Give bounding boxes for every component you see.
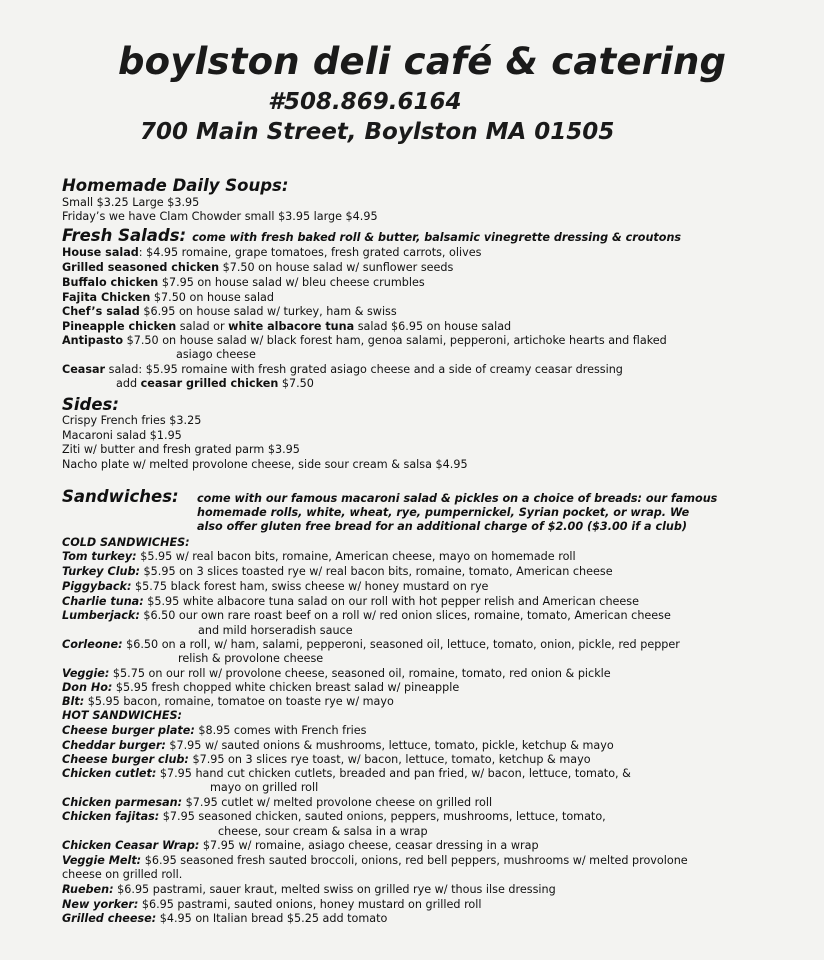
item-name: Fajita Chicken [62, 291, 151, 304]
item-name: Pineapple chicken [62, 320, 177, 333]
street-address: 700 Main Street, Boylston MA 01505 [140, 119, 615, 145]
menu-item [62, 681, 459, 695]
item-desc: $6.50 on a roll, w/ ham, salami, pepperoni, seasoned oil, lettuce, tomato, onion, pickle, red pepper [122, 638, 680, 651]
menu-item [62, 898, 481, 912]
item-name: Corleone: [62, 638, 123, 651]
item-desc: $7.50 on house salad w/ black forest ham, genoa salami, pepperoni, artichoke hearts and flaked [123, 334, 667, 347]
phone-number: #508.869.6164 [268, 89, 462, 115]
item-desc: $5.95 fresh chopped white chicken breast salad w/ pineapple [112, 681, 460, 694]
side-item: Macaroni salad $1.95 [62, 429, 182, 442]
menu-item [62, 883, 556, 897]
item-continuation: and mild horseradish sauce [198, 624, 353, 637]
item-desc: $6.95 on house salad w/ turkey, ham & swiss [139, 305, 397, 318]
menu-item [62, 261, 453, 275]
salads-title: Fresh Salads: [62, 226, 187, 245]
sandwiches-note: also offer gluten free bread for an additional charge of $2.00 ($3.00 if a club) [197, 520, 688, 533]
menu-item [62, 276, 425, 290]
menu-item [62, 753, 591, 767]
cold-sandwiches-heading: COLD SANDWICHES: [62, 536, 190, 549]
item-name: Ceasar [62, 363, 106, 376]
item-desc: $6.95 pastrami, sauer kraut, melted swiss on grilled rye w/ thous ilse dressing [113, 883, 556, 896]
salads-note: come with fresh baked roll & butter, balsamic vinegrette dressing & croutons [192, 231, 682, 244]
item-name: Buffalo chicken [62, 276, 159, 289]
item-name: Veggie Melt: [62, 854, 142, 867]
restaurant-title: boylston deli café & catering [118, 40, 727, 83]
item-desc: $5.75 on our roll w/ provolone cheese, seasoned oil, romaine, tomato, red onion & pickle [109, 667, 611, 680]
item-desc: $7.50 on house salad w/ sunflower seeds [219, 261, 454, 274]
item-desc: $6.95 seasoned fresh sauted broccoli, onions, red bell peppers, mushrooms w/ melted provolone [141, 854, 688, 867]
item-name: Grilled cheese: [62, 912, 157, 925]
item-desc: $5.75 black forest ham, swiss cheese w/ honey mustard on rye [131, 580, 489, 593]
salads-heading [62, 226, 681, 245]
soup-price-line: Small $3.25 Large $3.95 [62, 196, 200, 209]
sandwiches-note: homemade rolls, white, wheat, rye, pumpernickel, Syrian pocket, or wrap. We [197, 506, 690, 519]
menu-item [62, 667, 611, 681]
item-name: Rueben: [62, 883, 114, 896]
item-desc: $6.95 pastrami, sauted onions, honey mustard on grilled roll [138, 898, 482, 911]
side-item: Ziti w/ butter and fresh grated parm $3.95 [62, 443, 300, 456]
menu-item [62, 363, 623, 377]
item-name: Grilled seasoned chicken [62, 261, 220, 274]
item-desc: salad $6.95 on house salad [354, 320, 512, 333]
menu-item [62, 810, 606, 824]
item-desc: salad: $5.95 romaine with fresh grated asiago cheese and a side of creamy ceasar dressing [105, 363, 623, 376]
menu-item [62, 912, 387, 926]
item-desc: $5.95 bacon, romaine, tomatoe on toaste rye w/ mayo [84, 695, 394, 708]
menu-item [62, 246, 481, 260]
menu-item [62, 695, 394, 709]
menu-item [62, 580, 488, 594]
menu-item [62, 767, 631, 781]
item-name: Cheddar burger: [62, 739, 166, 752]
item-desc: $5.95 white albacore tuna salad on our roll with hot pepper relish and American cheese [143, 595, 640, 608]
item-name: Veggie: [62, 667, 110, 680]
item-desc: $7.95 seasoned chicken, sauted onions, peppers, mushrooms, lettuce, tomato, [159, 810, 606, 823]
menu-item [62, 796, 492, 810]
item-desc: $6.50 our own rare roast beef on a roll w/ red onion slices, romaine, tomato, American cheese [139, 609, 671, 622]
item-desc: $5.95 w/ real bacon bits, romaine, American cheese, mayo on homemade roll [136, 550, 576, 563]
menu-item [62, 724, 367, 738]
item-name: Don Ho: [62, 681, 113, 694]
item-name: House salad [62, 246, 139, 259]
item-name: Chicken parmesan: [62, 796, 183, 809]
chowder-line: Friday’s we have Clam Chowder small $3.95 large $4.95 [62, 210, 378, 223]
sides-heading: Sides: [62, 395, 119, 414]
menu-item [62, 854, 688, 868]
menu-item [62, 305, 397, 319]
item-desc: $7.95 on 3 slices rye toast, w/ bacon, lettuce, tomato, ketchup & mayo [188, 753, 591, 766]
item-desc: $7.50 [278, 377, 314, 390]
item-name: Chicken cutlet: [62, 767, 157, 780]
item-desc: $7.50 on house salad [150, 291, 275, 304]
menu-item [62, 739, 614, 753]
menu-item [116, 377, 314, 391]
menu-item [62, 334, 667, 348]
item-desc: add [116, 377, 141, 390]
menu-item [62, 291, 274, 305]
item-name: Cheese burger club: [62, 753, 189, 766]
menu-item [62, 595, 639, 609]
item-name: Piggyback: [62, 580, 132, 593]
sandwiches-note: come with our famous macaroni salad & pickles on a choice of breads: our famous [197, 492, 718, 505]
soups-heading: Homemade Daily Soups: [62, 176, 289, 195]
item-desc: $7.95 w/ romaine, asiago cheese, ceasar dressing in a wrap [199, 839, 539, 852]
item-continuation: cheese on grilled roll. [62, 868, 183, 881]
item-continuation: mayo on grilled roll [210, 781, 319, 794]
item-desc: $7.95 cutlet w/ melted provolone cheese on grilled roll [182, 796, 493, 809]
item-name: New yorker: [62, 898, 139, 911]
menu-item [62, 609, 671, 623]
item-name: Cheese burger plate: [62, 724, 195, 737]
menu-item [62, 638, 680, 652]
menu-item [62, 565, 613, 579]
menu-item [62, 839, 539, 853]
side-item: Crispy French fries $3.25 [62, 414, 202, 427]
item-desc: $7.95 on house salad w/ bleu cheese crumbles [158, 276, 425, 289]
item-desc: $8.95 comes with French fries [194, 724, 367, 737]
item-name: Antipasto [62, 334, 124, 347]
menu-item [62, 550, 576, 564]
item-name: Turkey Club: [62, 565, 140, 578]
item-desc: $4.95 on Italian bread $5.25 add tomato [156, 912, 388, 925]
side-item: Nacho plate w/ melted provolone cheese, side sour cream & salsa $4.95 [62, 458, 468, 471]
item-name: white albacore tuna [228, 320, 355, 333]
item-continuation: relish & provolone cheese [178, 652, 324, 665]
item-name: Chef’s salad [62, 305, 140, 318]
item-name: Blt: [62, 695, 85, 708]
item-desc: $7.95 hand cut chicken cutlets, breaded and pan fried, w/ bacon, lettuce, tomato, & [156, 767, 631, 780]
item-name: Chicken fajitas: [62, 810, 160, 823]
item-name: Charlie tuna: [62, 595, 144, 608]
item-name: Lumberjack: [62, 609, 140, 622]
menu-item [62, 320, 511, 334]
item-desc: $5.95 on 3 slices toasted rye w/ real bacon bits, romaine, tomato, American cheese [139, 565, 613, 578]
item-desc: $7.95 w/ sauted onions & mushrooms, lettuce, tomato, pickle, ketchup & mayo [165, 739, 614, 752]
item-desc: salad or [176, 320, 229, 333]
item-continuation: cheese, sour cream & salsa in a wrap [218, 825, 428, 838]
item-name: Chicken Ceasar Wrap: [62, 839, 200, 852]
sandwiches-heading: Sandwiches: [62, 487, 179, 506]
hot-sandwiches-heading: HOT SANDWICHES: [62, 709, 183, 722]
item-continuation: asiago cheese [176, 348, 256, 361]
item-desc: : $4.95 romaine, grape tomatoes, fresh grated carrots, olives [138, 246, 482, 259]
item-name: ceasar grilled chicken [140, 377, 279, 390]
item-name: Tom turkey: [62, 550, 137, 563]
